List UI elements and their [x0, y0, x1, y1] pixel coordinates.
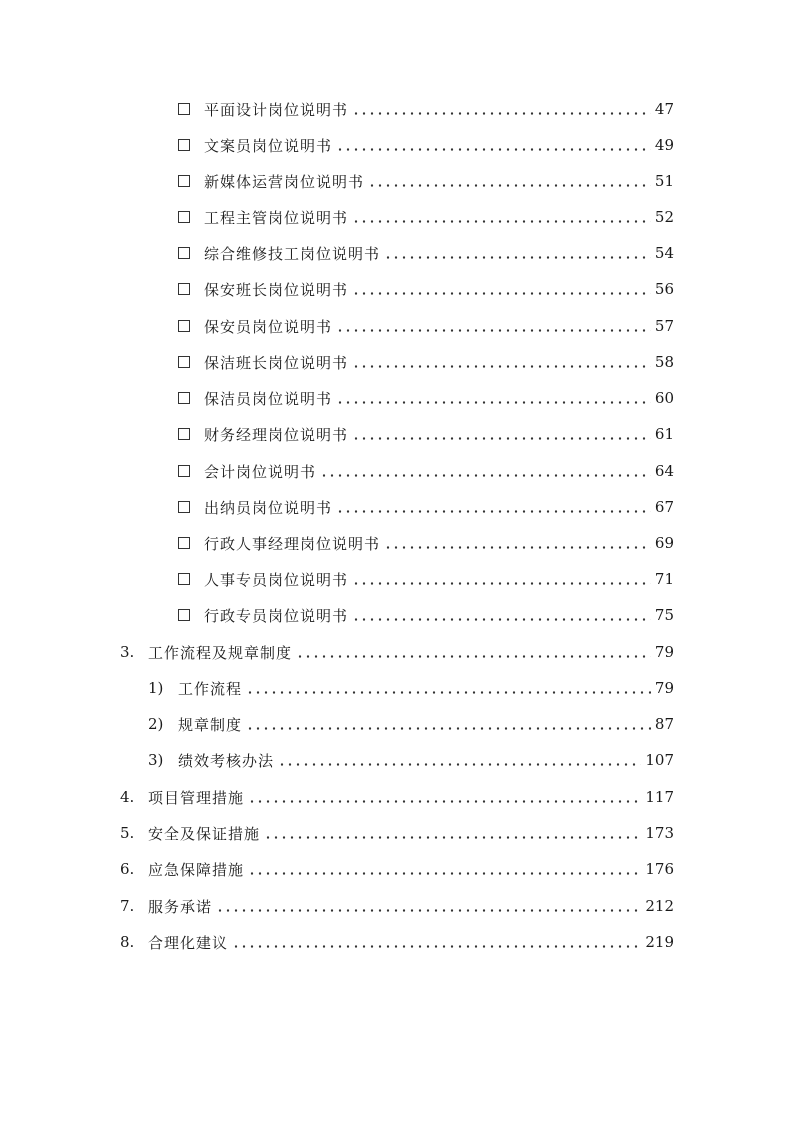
toc-entry-label: 保洁员岗位说明书 [204, 389, 333, 408]
toc-entry[interactable] [178, 130, 674, 160]
dot-leader [216, 909, 641, 912]
toc-subsection-number: 1) [148, 679, 164, 697]
dot-leader [320, 474, 651, 477]
dot-leader [352, 582, 651, 585]
toc-entry[interactable] [178, 311, 674, 341]
toc-subsection[interactable] [148, 709, 674, 739]
toc-entry[interactable] [178, 238, 674, 268]
toc-entry-label: 新媒体运营岗位说明书 [204, 172, 365, 191]
toc-section[interactable] [120, 818, 674, 848]
toc-page-number: 87 [654, 715, 674, 733]
toc-section-number: 4. [120, 788, 135, 806]
toc-section[interactable] [120, 927, 674, 957]
toc-page-number: 219 [645, 933, 674, 951]
toc-section-number: 6. [120, 860, 135, 878]
toc-page-number: 49 [654, 136, 674, 154]
dot-leader [384, 546, 651, 549]
checkbox-icon [178, 320, 190, 332]
toc-subsection-number: 3) [148, 751, 164, 769]
dot-leader [352, 292, 651, 295]
checkbox-icon [178, 175, 190, 187]
toc-entry-label: 保洁班长岗位说明书 [204, 353, 349, 372]
toc-page-number: 75 [654, 606, 674, 624]
toc-entry-label: 综合维修技工岗位说明书 [204, 244, 381, 263]
checkbox-icon [178, 392, 190, 404]
toc-entry[interactable] [178, 419, 674, 449]
toc-entry-label: 会计岗位说明书 [204, 462, 317, 481]
toc-section[interactable] [120, 782, 674, 812]
toc-entry[interactable] [178, 456, 674, 486]
dot-leader [248, 800, 641, 803]
toc-section[interactable] [120, 891, 674, 921]
dot-leader [232, 945, 641, 948]
toc-section-label: 工作流程及规章制度 [148, 643, 293, 662]
dot-leader [296, 655, 651, 658]
toc-section-label: 安全及保证措施 [148, 824, 261, 843]
toc-page-number: 58 [654, 353, 674, 371]
dot-leader [246, 691, 651, 694]
toc-page-number: 51 [654, 172, 674, 190]
toc-page-number: 173 [645, 824, 674, 842]
checkbox-icon [178, 211, 190, 223]
checkbox-icon [178, 609, 190, 621]
dot-leader [336, 510, 651, 513]
toc-page-number: 69 [654, 534, 674, 552]
toc-entry[interactable] [178, 166, 674, 196]
toc-page-number: 71 [654, 570, 674, 588]
toc-entry-label: 财务经理岗位说明书 [204, 425, 349, 444]
toc-page-number: 52 [654, 208, 674, 226]
toc-section[interactable] [120, 854, 674, 884]
checkbox-icon [178, 139, 190, 151]
dot-leader [352, 437, 651, 440]
toc-page-number: 61 [654, 425, 674, 443]
checkbox-icon [178, 247, 190, 259]
toc-subsection-label: 规章制度 [178, 715, 243, 734]
toc-entry-label: 文案员岗位说明书 [204, 136, 333, 155]
checkbox-icon [178, 501, 190, 513]
toc-page-number: 67 [654, 498, 674, 516]
toc-entry-label: 出纳员岗位说明书 [204, 498, 333, 517]
toc-section-number: 8. [120, 933, 135, 951]
dot-leader [352, 220, 651, 223]
dot-leader [278, 763, 641, 766]
toc-entry-label: 工程主管岗位说明书 [204, 208, 349, 227]
dot-leader [352, 365, 651, 368]
checkbox-icon [178, 428, 190, 440]
toc-section-number: 7. [120, 897, 135, 915]
dot-leader [246, 727, 651, 730]
toc-page-number: 79 [654, 643, 674, 661]
toc-entry[interactable] [178, 383, 674, 413]
dot-leader [336, 401, 651, 404]
toc-subsection[interactable] [148, 673, 674, 703]
checkbox-icon [178, 356, 190, 368]
checkbox-icon [178, 573, 190, 585]
toc-page-number: 107 [645, 751, 674, 769]
toc-page-number: 117 [645, 788, 674, 806]
dot-leader [336, 148, 651, 151]
dot-leader [352, 112, 651, 115]
toc-section-label: 服务承诺 [148, 897, 213, 916]
toc-subsection-label: 工作流程 [178, 679, 243, 698]
toc-page-number: 64 [654, 462, 674, 480]
toc-page-number: 79 [654, 679, 674, 697]
toc-section[interactable] [120, 637, 674, 667]
toc-subsection-label: 绩效考核办法 [178, 751, 275, 770]
checkbox-icon [178, 465, 190, 477]
toc-entry-label: 保安班长岗位说明书 [204, 280, 349, 299]
dot-leader [248, 872, 641, 875]
toc-entry[interactable] [178, 274, 674, 304]
dot-leader [368, 184, 651, 187]
toc-section-label: 合理化建议 [148, 933, 229, 952]
toc-section-number: 3. [120, 643, 135, 661]
toc-entry[interactable] [178, 94, 674, 124]
toc-entry-label: 行政专员岗位说明书 [204, 606, 349, 625]
toc-entry[interactable] [178, 492, 674, 522]
checkbox-icon [178, 283, 190, 295]
toc-entry[interactable] [178, 564, 674, 594]
checkbox-icon [178, 537, 190, 549]
toc-page-number: 60 [654, 389, 674, 407]
toc-page-number: 54 [654, 244, 674, 262]
toc-subsection-number: 2) [148, 715, 164, 733]
toc-subsection[interactable] [148, 745, 674, 775]
toc-entry[interactable] [178, 347, 674, 377]
toc-entry[interactable] [178, 202, 674, 232]
toc-section-number: 5. [120, 824, 135, 842]
toc-page-number: 47 [654, 100, 674, 118]
toc-page-number: 56 [654, 280, 674, 298]
toc-entry-label: 平面设计岗位说明书 [204, 100, 349, 119]
toc-page-number: 57 [654, 317, 674, 335]
toc-page-number: 176 [645, 860, 674, 878]
toc-entry[interactable] [178, 528, 674, 558]
checkbox-icon [178, 103, 190, 115]
toc-section-label: 项目管理措施 [148, 788, 245, 807]
toc-page-number: 212 [645, 897, 674, 915]
dot-leader [264, 836, 641, 839]
toc-entry-label: 行政人事经理岗位说明书 [204, 534, 381, 553]
dot-leader [352, 618, 651, 621]
toc-entry-label: 人事专员岗位说明书 [204, 570, 349, 589]
dot-leader [384, 256, 651, 259]
toc-entry[interactable] [178, 600, 674, 630]
dot-leader [336, 329, 651, 332]
toc-section-label: 应急保障措施 [148, 860, 245, 879]
toc-entry-label: 保安员岗位说明书 [204, 317, 333, 336]
